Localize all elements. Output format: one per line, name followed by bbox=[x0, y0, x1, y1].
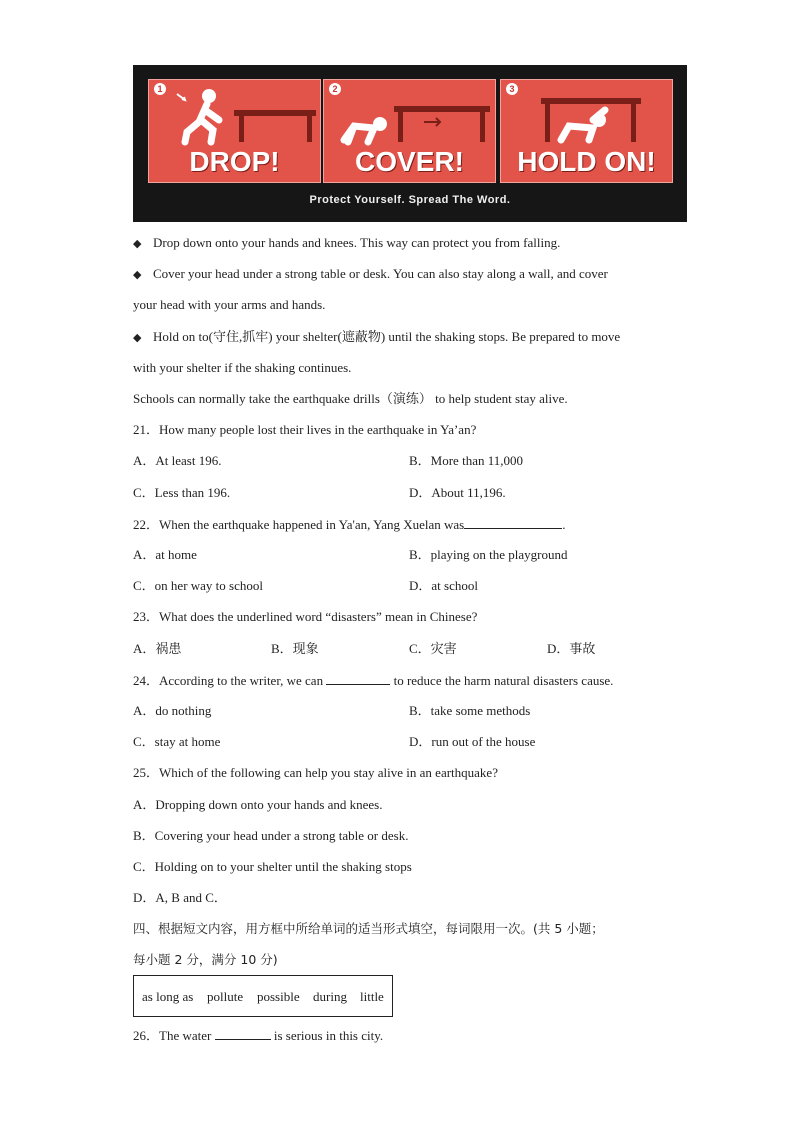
banner-tagline: Protect Yourself. Spread The Word. bbox=[309, 194, 511, 206]
word-bank-box bbox=[133, 975, 393, 1017]
step-number: 3 bbox=[506, 83, 518, 95]
option-21-d: D．About 11,196. bbox=[409, 485, 506, 500]
tip-cover: ◆ Cover your head under a strong table or desk. You can also stay along a wall, and cover bbox=[133, 266, 608, 281]
tip-hold: ◆ Hold on to(守住,抓牢) your shelter(遮蔽物) until the shaking stops. Be prepared to move bbox=[133, 329, 621, 344]
option-24-d: D．run out of the house bbox=[409, 734, 536, 749]
question-23: 23．What does the underlined word “disasters” mean in Chinese? bbox=[133, 609, 478, 624]
question-22: 22．When the earthquake happened in Ya'an, Yang Xuelan was . bbox=[133, 517, 566, 532]
question-26: 26．The water is serious in this city. bbox=[133, 1028, 384, 1043]
answer-blank bbox=[464, 516, 562, 529]
diamond-bullet-icon: ◆ bbox=[133, 331, 142, 344]
drop-word: DROP! bbox=[189, 146, 280, 177]
option-22-a: A．at home bbox=[133, 547, 197, 562]
option-22-c: C．on her way to school bbox=[133, 578, 263, 593]
answer-blank bbox=[215, 1027, 271, 1040]
option-23-a: A．祸患 bbox=[133, 641, 182, 656]
word-bank-item: pollute bbox=[207, 989, 244, 1004]
earthquake-safety-banner bbox=[133, 65, 687, 222]
word-bank-item: as long as bbox=[142, 989, 194, 1004]
word-bank-item: possible bbox=[257, 989, 300, 1004]
word-bank-item: little bbox=[360, 989, 384, 1004]
tip-hold-cont: with your shelter if the shaking continues. bbox=[133, 360, 352, 375]
step-number: 1 bbox=[154, 83, 166, 95]
option-21-b: B．More than 11,000 bbox=[409, 453, 523, 468]
option-22-b: B．playing on the playground bbox=[409, 547, 568, 562]
option-24-a: A．do nothing bbox=[133, 703, 212, 718]
option-24-c: C．stay at home bbox=[133, 734, 221, 749]
closing-sentence: Schools can normally take the earthquake drills（演练） to help student stay alive. bbox=[133, 391, 568, 406]
option-25-c: C．Holding on to your shelter until the shaking stops bbox=[133, 859, 412, 874]
diamond-bullet-icon: ◆ bbox=[133, 268, 142, 281]
option-25-d: D．A, B and C． bbox=[133, 890, 227, 905]
step-number: 2 bbox=[329, 83, 341, 95]
section-4-instructions-cont: 每小题 2 分，满分 10 分) bbox=[133, 952, 278, 967]
word-bank-item: during bbox=[313, 989, 347, 1004]
hold-on-word: HOLD ON! bbox=[517, 146, 656, 177]
option-23-d: D．事故 bbox=[547, 641, 596, 656]
option-24-b: B．take some methods bbox=[409, 703, 531, 718]
option-25-a: A．Dropping down onto your hands and knees. bbox=[133, 797, 383, 812]
panel-hold-on bbox=[500, 79, 673, 183]
section-4-instructions: 四、根据短文内容，用方框中所给单词的适当形式填空，每词限用一次。(共 5 小题； bbox=[133, 921, 604, 936]
option-21-a: A．At least 196. bbox=[133, 453, 222, 468]
tip-drop: ◆ Drop down onto your hands and knees. This way can protect you from falling. bbox=[133, 235, 561, 250]
option-22-d: D．at school bbox=[409, 578, 478, 593]
diamond-bullet-icon: ◆ bbox=[133, 237, 142, 250]
option-21-c: C．Less than 196. bbox=[133, 485, 231, 500]
panel-cover bbox=[323, 79, 496, 183]
tip-cover-cont: your head with your arms and hands. bbox=[133, 297, 326, 312]
question-21: 21．How many people lost their lives in the earthquake in Ya’an? bbox=[133, 422, 477, 437]
question-24: 24．According to the writer, we can to reduce the harm natural disasters cause. bbox=[133, 673, 614, 688]
cover-word: COVER! bbox=[355, 146, 464, 177]
answer-blank bbox=[326, 672, 390, 685]
question-25: 25．Which of the following can help you stay alive in an earthquake? bbox=[133, 765, 498, 780]
option-25-b: B．Covering your head under a strong table or desk. bbox=[133, 828, 409, 843]
panel-drop bbox=[148, 79, 321, 183]
option-23-b: B．现象 bbox=[271, 641, 319, 656]
option-23-c: C．灾害 bbox=[409, 641, 457, 656]
